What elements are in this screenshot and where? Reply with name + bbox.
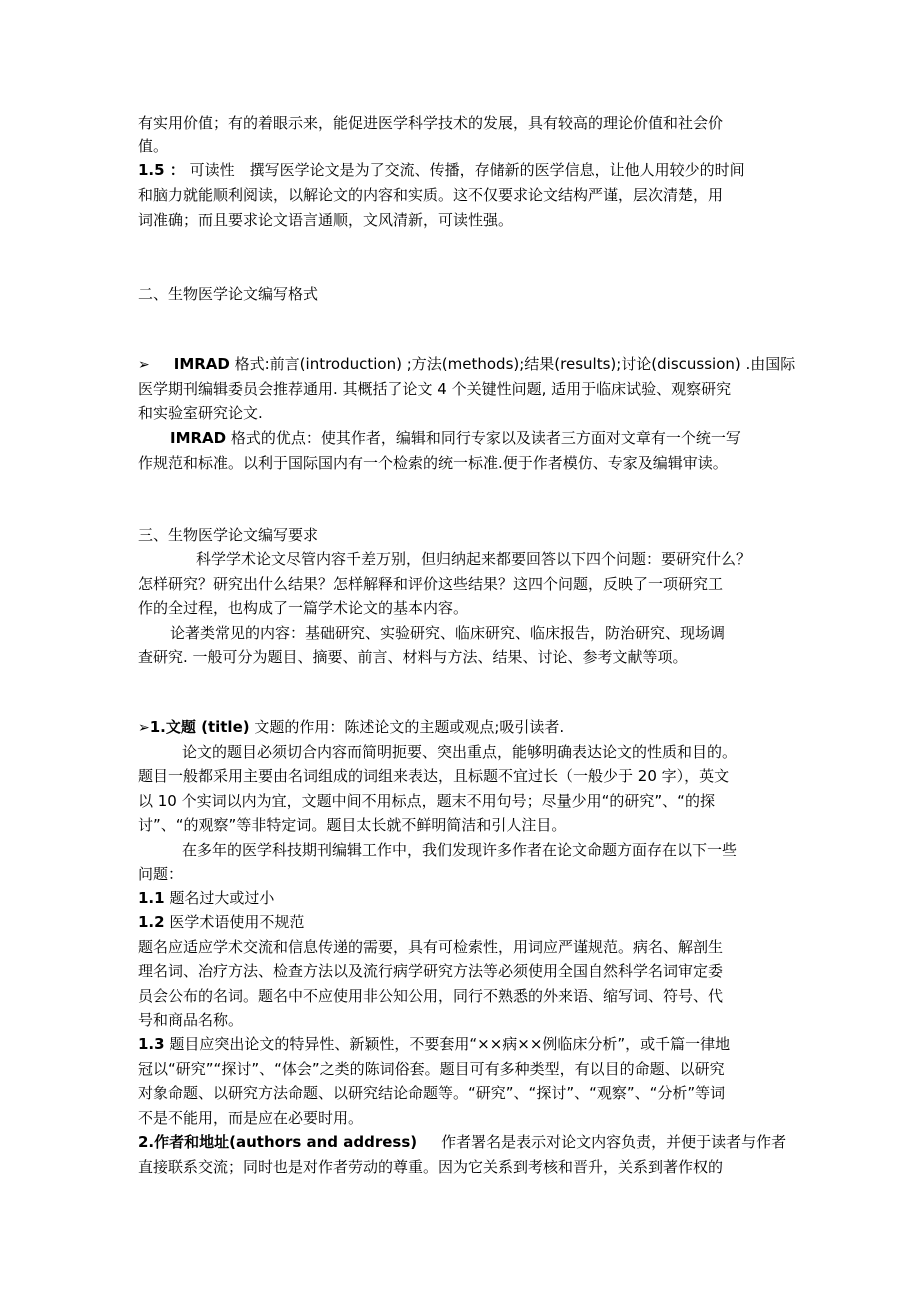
section-heading: 二、生物医学论文编写格式: [138, 285, 319, 303]
section-number: 1.3: [138, 1035, 165, 1053]
paragraph-line: 直接联系交流；同时也是对作者劳动的尊重。因为它关系到考核和晋升，关系到著作权的: [138, 1158, 724, 1176]
section-number: 1.2: [138, 913, 165, 931]
paragraph-line: 论著类常见的内容：基础研究、实验研究、临床研究、临床报告，防治研究、现场调: [170, 624, 726, 642]
paragraph-line: 作规范和标准。以利于国际国内有一个检索的统一标准.便于作者模仿、专家及编辑审读。: [138, 454, 728, 472]
paragraph-line: 冠以“研究”“探讨”、“体会”之类的陈词俗套。题目可有多种类型，有以目的命题、以研究: [138, 1060, 725, 1078]
paragraph-line: [138, 716, 798, 740]
paragraph-text: 题目应突出论文的特异性、新颖性，不要套用“××病××例临床分析”，或千篇一律地: [164, 1035, 731, 1053]
section-number: 1.1: [138, 889, 165, 907]
paragraph-line: 题名应适应学术交流和信息传递的需要，具有可检索性，用词应严谨规范。病名、解剖生: [138, 938, 724, 956]
paragraph-line: 值。: [138, 137, 169, 155]
paragraph-line: 论文的题目必须切合内容而简明扼要、突出重点，能够明确表达论文的性质和目的。: [182, 743, 738, 761]
paragraph-line: 怎样研究？研究出什么结果？怎样解释和评价这些结果？这四个问题，反映了一项研究工: [138, 575, 724, 593]
paragraph-text: 可读性 撰写医学论文是为了交流、传播，存储新的医学信息，让他人用较少的时间: [189, 161, 745, 179]
section-heading: 三、生物医学论文编写要求: [138, 526, 319, 544]
subsection-title: 2.作者和地址(authors and address): [138, 1133, 418, 1151]
paragraph-line: 和实验室研究论文.: [138, 404, 263, 422]
paragraph-line: 在多年的医学科技期刊编辑工作中，我们发现许多作者在论文命题方面存在以下一些: [182, 841, 738, 859]
paragraph-line: 和脑力就能顺利阅读，以解论文的内容和实质。这不仅要求论文结构严谨，层次清楚，用: [138, 186, 724, 204]
paragraph-line: [170, 427, 830, 450]
bullet-arrow-icon: ➢: [138, 357, 150, 373]
paragraph-line: 医学期刊编辑委员会推荐通用. 其概括了论文 4 个关键性问题, 适用于临床试验、观察研究: [138, 380, 732, 398]
paragraph-line: [138, 911, 798, 934]
subsection-title: 1.文题 (title): [149, 718, 250, 736]
paragraph-line: 理名词、冶疗方法、检查方法以及流行病学研究方法等必须使用全国自然科学名词审定委: [138, 962, 724, 980]
paragraph-line: 讨”、“的观察”等非特定词。题目太长就不鲜明简洁和引人注目。: [138, 816, 567, 834]
paragraph-line: 以 10 个实词以内为宜，文题中间不用标点，题末不用句号；尽量少用“的研究”、“的探: [138, 792, 715, 810]
keyword: IMRAD: [173, 355, 230, 373]
paragraph-line: 问题：: [138, 865, 184, 883]
paragraph-line: [138, 1033, 798, 1056]
bullet-arrow-icon: ➢: [138, 720, 150, 736]
paragraph-line: 不是不能用，而是应在必要时用。: [138, 1109, 364, 1127]
paragraph-line: [138, 159, 798, 182]
paragraph-line: 对象命题、以研究方法命题、以研究结论命题等。“研究”、“探讨”、“观察”、“分析”等词: [138, 1084, 726, 1102]
paragraph-line: [138, 887, 798, 910]
paragraph-line: 题目一般都采用主要由名词组成的词组来表达，且标题不宜过长（一般少于 20 字），英文: [138, 767, 730, 785]
paragraph-line: [138, 1131, 798, 1154]
paragraph-text: 文题的作用：陈述论文的主题或观点;吸引读者.: [249, 718, 565, 736]
paragraph-line: 号和商品名称。: [138, 1011, 244, 1029]
paragraph-text: 格式:前言(introduction) ;方法(methods);结果(results);讨论(discussion) .由国际: [229, 355, 796, 373]
paragraph-text: 作者署名是表示对论文内容负责，并便于读者与作者: [441, 1133, 787, 1151]
keyword: IMRAD: [170, 429, 227, 447]
section-number: 1.5 ：: [138, 161, 185, 179]
paragraph-line: [138, 353, 798, 377]
paragraph-text: 题名过大或过小: [164, 889, 275, 907]
paragraph-line: 查研究. 一般可分为题目、摘要、前言、材料与方法、结果、讨论、参考文献等项。: [138, 648, 688, 666]
paragraph-line: 员会公布的名词。题名中不应使用非公知公用，同行不熟悉的外来语、缩写词、符号、代: [138, 987, 724, 1005]
paragraph-line: 作的全过程，也构成了一篇学术论文的基本内容。: [138, 599, 469, 617]
paragraph-line: 词准确；而且要求论文语言通顺，文风清新，可读性强。: [138, 211, 514, 229]
paragraph-text: 格式的优点：使其作者，编辑和同行专家以及读者三方面对文章有一个统一写: [226, 429, 741, 447]
paragraph-line: 有实用价值；有的着眼示来，能促进医学科学技术的发展，具有较高的理论价值和社会价: [138, 114, 724, 132]
paragraph-text: 医学术语使用不规范: [164, 913, 305, 931]
paragraph-line: 科学学术论文尽管内容千差万别，但归纳起来都要回答以下四个问题：要研究什么？: [196, 550, 752, 568]
